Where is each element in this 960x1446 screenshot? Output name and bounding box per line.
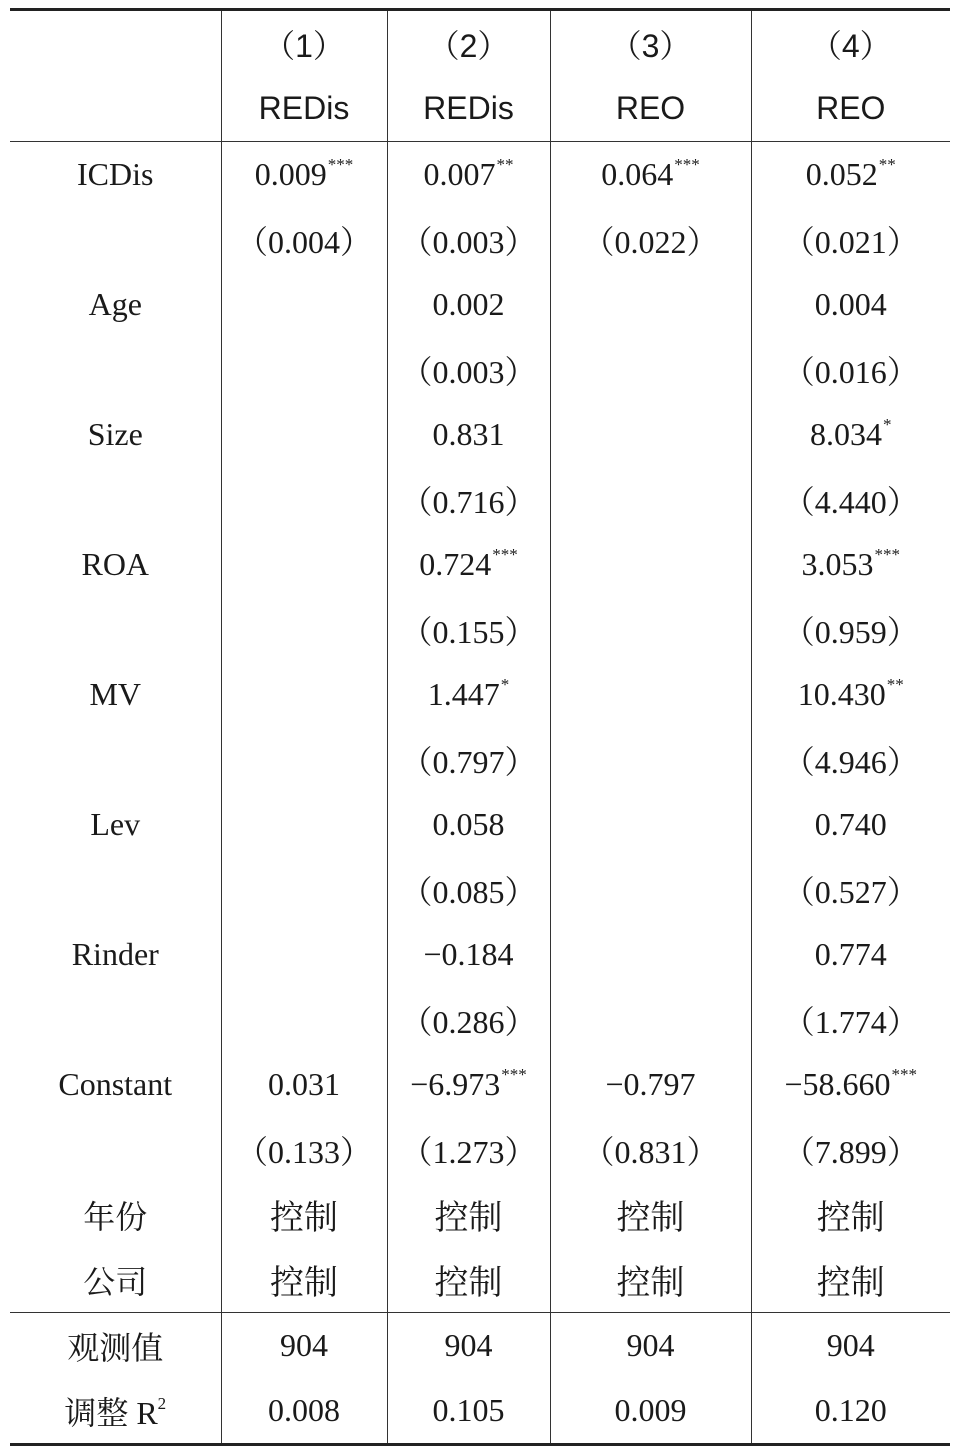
row-label <box>10 272 221 337</box>
table-cell <box>751 1378 950 1445</box>
cell-value: −0.184 <box>423 936 514 972</box>
summary-row <box>10 1378 950 1445</box>
table-cell <box>550 142 751 208</box>
cell-value: 控制 <box>434 1263 503 1303</box>
row-label-text: Size <box>87 416 143 452</box>
cell-value: （0.004） <box>235 223 372 260</box>
row-label-text: 调整 R <box>64 1394 158 1431</box>
table-cell <box>751 337 950 402</box>
header-stub-cell <box>10 10 221 77</box>
table-cell <box>221 142 387 208</box>
row-label <box>10 662 221 727</box>
table-cell <box>387 142 550 208</box>
table-row <box>10 142 950 208</box>
cell-value: 0.009 <box>614 1392 687 1428</box>
cell-value: （1.273） <box>400 1133 537 1170</box>
cell-value: （0.527） <box>782 873 919 910</box>
cell-value: 0.831 <box>432 416 505 452</box>
table-cell <box>387 987 550 1052</box>
table-cell <box>751 1052 950 1117</box>
table-cell <box>221 532 387 597</box>
table-cell <box>221 662 387 727</box>
table-cell <box>751 922 950 987</box>
cell-value: 0.064 <box>601 156 674 192</box>
cell-value: 0.120 <box>814 1392 887 1428</box>
table-cell <box>550 207 751 272</box>
table-cell <box>387 857 550 922</box>
row-label <box>10 207 221 272</box>
table-cell <box>221 272 387 337</box>
table-cell <box>387 532 550 597</box>
cell-value: （0.286） <box>400 1003 537 1040</box>
table-cell <box>751 857 950 922</box>
table-cell <box>751 987 950 1052</box>
row-label-text: Lev <box>90 806 141 842</box>
table-row <box>10 467 950 532</box>
table-body <box>10 142 950 1445</box>
cell-value: 904 <box>626 1327 675 1363</box>
cell-value: （4.946） <box>782 743 919 780</box>
table-cell <box>387 1378 550 1445</box>
table-cell <box>550 1052 751 1117</box>
table-cell <box>751 792 950 857</box>
cell-value: 0.774 <box>814 936 887 972</box>
cell-value: （0.085） <box>400 873 537 910</box>
table-cell <box>550 272 751 337</box>
table-row <box>10 597 950 662</box>
row-label-text: Rinder <box>71 936 159 972</box>
cell-value: （0.716） <box>400 483 537 520</box>
significance-stars: *** <box>891 1065 918 1084</box>
table-cell <box>550 467 751 532</box>
cell-value: 8.034 <box>810 416 882 452</box>
table-cell <box>550 1247 751 1313</box>
column-header: （2） <box>387 10 550 77</box>
cell-value: （0.003） <box>400 353 537 390</box>
table-cell <box>221 987 387 1052</box>
header-row <box>10 76 950 142</box>
cell-value: 3.053 <box>801 546 874 582</box>
table-cell <box>550 987 751 1052</box>
table-cell <box>221 207 387 272</box>
table-cell <box>387 727 550 792</box>
significance-stars: *** <box>327 155 354 174</box>
table-cell <box>751 597 950 662</box>
row-label <box>10 1378 221 1445</box>
table-cell <box>751 1117 950 1182</box>
row-label <box>10 402 221 467</box>
column-header: （3） <box>550 10 751 77</box>
cell-value: 1.447 <box>427 676 500 712</box>
cell-value: （0.016） <box>782 353 919 390</box>
cell-value: （0.959） <box>782 613 919 650</box>
table-cell <box>221 857 387 922</box>
row-label <box>10 1313 221 1379</box>
significance-stars: * <box>883 415 892 434</box>
table-header <box>10 10 950 142</box>
significance-stars: *** <box>501 1065 527 1084</box>
column-header: （4） <box>751 10 950 77</box>
cell-value: （0.003） <box>400 223 537 260</box>
row-label <box>10 857 221 922</box>
table-cell <box>221 402 387 467</box>
table-cell <box>751 402 950 467</box>
cell-value: 控制 <box>616 1263 685 1303</box>
cell-value: （0.021） <box>782 223 919 260</box>
row-label-text: MV <box>89 676 142 712</box>
table-cell <box>221 597 387 662</box>
cell-value: 0.052 <box>805 156 878 192</box>
table-row <box>10 1052 950 1117</box>
significance-stars: ** <box>886 675 904 694</box>
cell-value: （4.440） <box>782 483 919 520</box>
row-label-text: 公司 <box>83 1263 148 1300</box>
row-label-text: 年份 <box>83 1198 148 1235</box>
cell-value: （0.155） <box>400 613 537 650</box>
table-cell <box>550 1378 751 1445</box>
row-label <box>10 727 221 792</box>
table-cell <box>550 597 751 662</box>
table-row <box>10 922 950 987</box>
column-header: REO <box>550 76 751 142</box>
table-cell <box>751 532 950 597</box>
table-cell <box>387 207 550 272</box>
cell-value: 控制 <box>616 1198 685 1238</box>
cell-value: 0.740 <box>814 806 887 842</box>
table-row <box>10 1182 950 1247</box>
cell-value: 控制 <box>270 1198 338 1238</box>
table-cell <box>221 467 387 532</box>
significance-stars: * <box>500 675 510 694</box>
row-label <box>10 792 221 857</box>
cell-value: −0.797 <box>605 1066 696 1102</box>
cell-value: （0.797） <box>400 743 537 780</box>
cell-value: 0.009 <box>254 156 327 192</box>
cell-value: 控制 <box>816 1198 885 1238</box>
table-cell <box>751 727 950 792</box>
row-label-text: ROA <box>81 546 150 582</box>
regression-table <box>10 8 950 1446</box>
cell-value: −6.973 <box>410 1066 501 1102</box>
table-cell <box>221 1117 387 1182</box>
cell-value: 控制 <box>270 1263 338 1303</box>
table-row <box>10 792 950 857</box>
table-cell <box>221 1182 387 1247</box>
table-cell <box>751 207 950 272</box>
table-cell <box>550 662 751 727</box>
table-cell <box>550 532 751 597</box>
cell-value: 控制 <box>816 1263 885 1303</box>
table-cell <box>387 337 550 402</box>
table-cell <box>387 597 550 662</box>
significance-stars: *** <box>874 545 900 564</box>
summary-row <box>10 1313 950 1379</box>
row-label <box>10 1052 221 1117</box>
row-label <box>10 337 221 402</box>
table-cell <box>221 727 387 792</box>
cell-value: （0.133） <box>235 1133 372 1170</box>
cell-value: （7.899） <box>782 1133 919 1170</box>
row-label-text: Constant <box>58 1066 173 1102</box>
row-label <box>10 142 221 208</box>
table-row <box>10 532 950 597</box>
table-row <box>10 727 950 792</box>
row-label-text: ICDis <box>77 156 154 192</box>
table-cell <box>751 1247 950 1313</box>
significance-stars: *** <box>674 155 700 174</box>
table-cell <box>550 402 751 467</box>
cell-value: 904 <box>826 1327 875 1363</box>
cell-value: 0.031 <box>268 1066 340 1102</box>
table-row <box>10 987 950 1052</box>
superscript-2: 2 <box>157 1393 167 1413</box>
column-header: REDis <box>387 76 550 142</box>
cell-value: 0.058 <box>432 806 505 842</box>
table-cell <box>550 922 751 987</box>
table-cell <box>550 1117 751 1182</box>
table-cell <box>550 337 751 402</box>
table-row <box>10 857 950 922</box>
table-cell <box>387 402 550 467</box>
table-cell <box>221 1052 387 1117</box>
table-cell <box>387 1052 550 1117</box>
cell-value: −58.660 <box>784 1066 891 1102</box>
significance-stars: ** <box>496 155 514 174</box>
column-header: REDis <box>221 76 387 142</box>
table-cell <box>387 1313 550 1379</box>
table-cell <box>387 922 550 987</box>
table-row <box>10 662 950 727</box>
table-cell <box>751 272 950 337</box>
cell-value: 0.002 <box>432 286 505 322</box>
table-cell <box>387 792 550 857</box>
table-cell <box>221 1313 387 1379</box>
table-row <box>10 207 950 272</box>
cell-value: 0.105 <box>432 1392 505 1428</box>
table-cell <box>751 1313 950 1379</box>
table-cell <box>387 1117 550 1182</box>
table-cell <box>751 1182 950 1247</box>
significance-stars: *** <box>492 545 518 564</box>
cell-value: 0.007 <box>423 156 496 192</box>
table-cell <box>751 467 950 532</box>
table-row <box>10 272 950 337</box>
significance-stars: ** <box>878 155 896 174</box>
cell-value: 10.430 <box>797 676 886 712</box>
cell-value: （0.831） <box>582 1133 719 1170</box>
table-cell <box>387 467 550 532</box>
cell-value: 控制 <box>434 1198 503 1238</box>
row-label <box>10 922 221 987</box>
row-label <box>10 1117 221 1182</box>
table-row <box>10 402 950 467</box>
table-cell <box>221 792 387 857</box>
row-label-text: Age <box>88 286 142 322</box>
table-cell <box>550 857 751 922</box>
table-cell <box>221 922 387 987</box>
row-label <box>10 467 221 532</box>
table-cell <box>221 337 387 402</box>
table-row <box>10 337 950 402</box>
table-cell <box>387 1182 550 1247</box>
row-label <box>10 532 221 597</box>
cell-value: 0.004 <box>814 286 887 322</box>
cell-value: 0.008 <box>268 1392 340 1428</box>
table-cell <box>550 792 751 857</box>
table-cell <box>550 727 751 792</box>
table-row <box>10 1247 950 1313</box>
table-cell <box>550 1182 751 1247</box>
cell-value: （1.774） <box>782 1003 919 1040</box>
header-row <box>10 10 950 77</box>
table-cell <box>751 142 950 208</box>
row-label <box>10 1247 221 1313</box>
table-cell <box>387 662 550 727</box>
table-cell <box>550 1313 751 1379</box>
row-label <box>10 1182 221 1247</box>
row-label <box>10 987 221 1052</box>
cell-value: 904 <box>444 1327 493 1363</box>
table-row <box>10 1117 950 1182</box>
column-header: （1） <box>221 10 387 77</box>
header-stub-cell <box>10 76 221 142</box>
row-label <box>10 597 221 662</box>
cell-value: 904 <box>280 1327 328 1363</box>
cell-value: （0.022） <box>582 223 719 260</box>
table-cell <box>751 662 950 727</box>
table-cell <box>221 1378 387 1445</box>
column-header: REO <box>751 76 950 142</box>
row-label-text: 观测值 <box>67 1329 164 1366</box>
table-cell <box>221 1247 387 1313</box>
table-cell <box>387 272 550 337</box>
table-cell <box>387 1247 550 1313</box>
cell-value: 0.724 <box>419 546 492 582</box>
